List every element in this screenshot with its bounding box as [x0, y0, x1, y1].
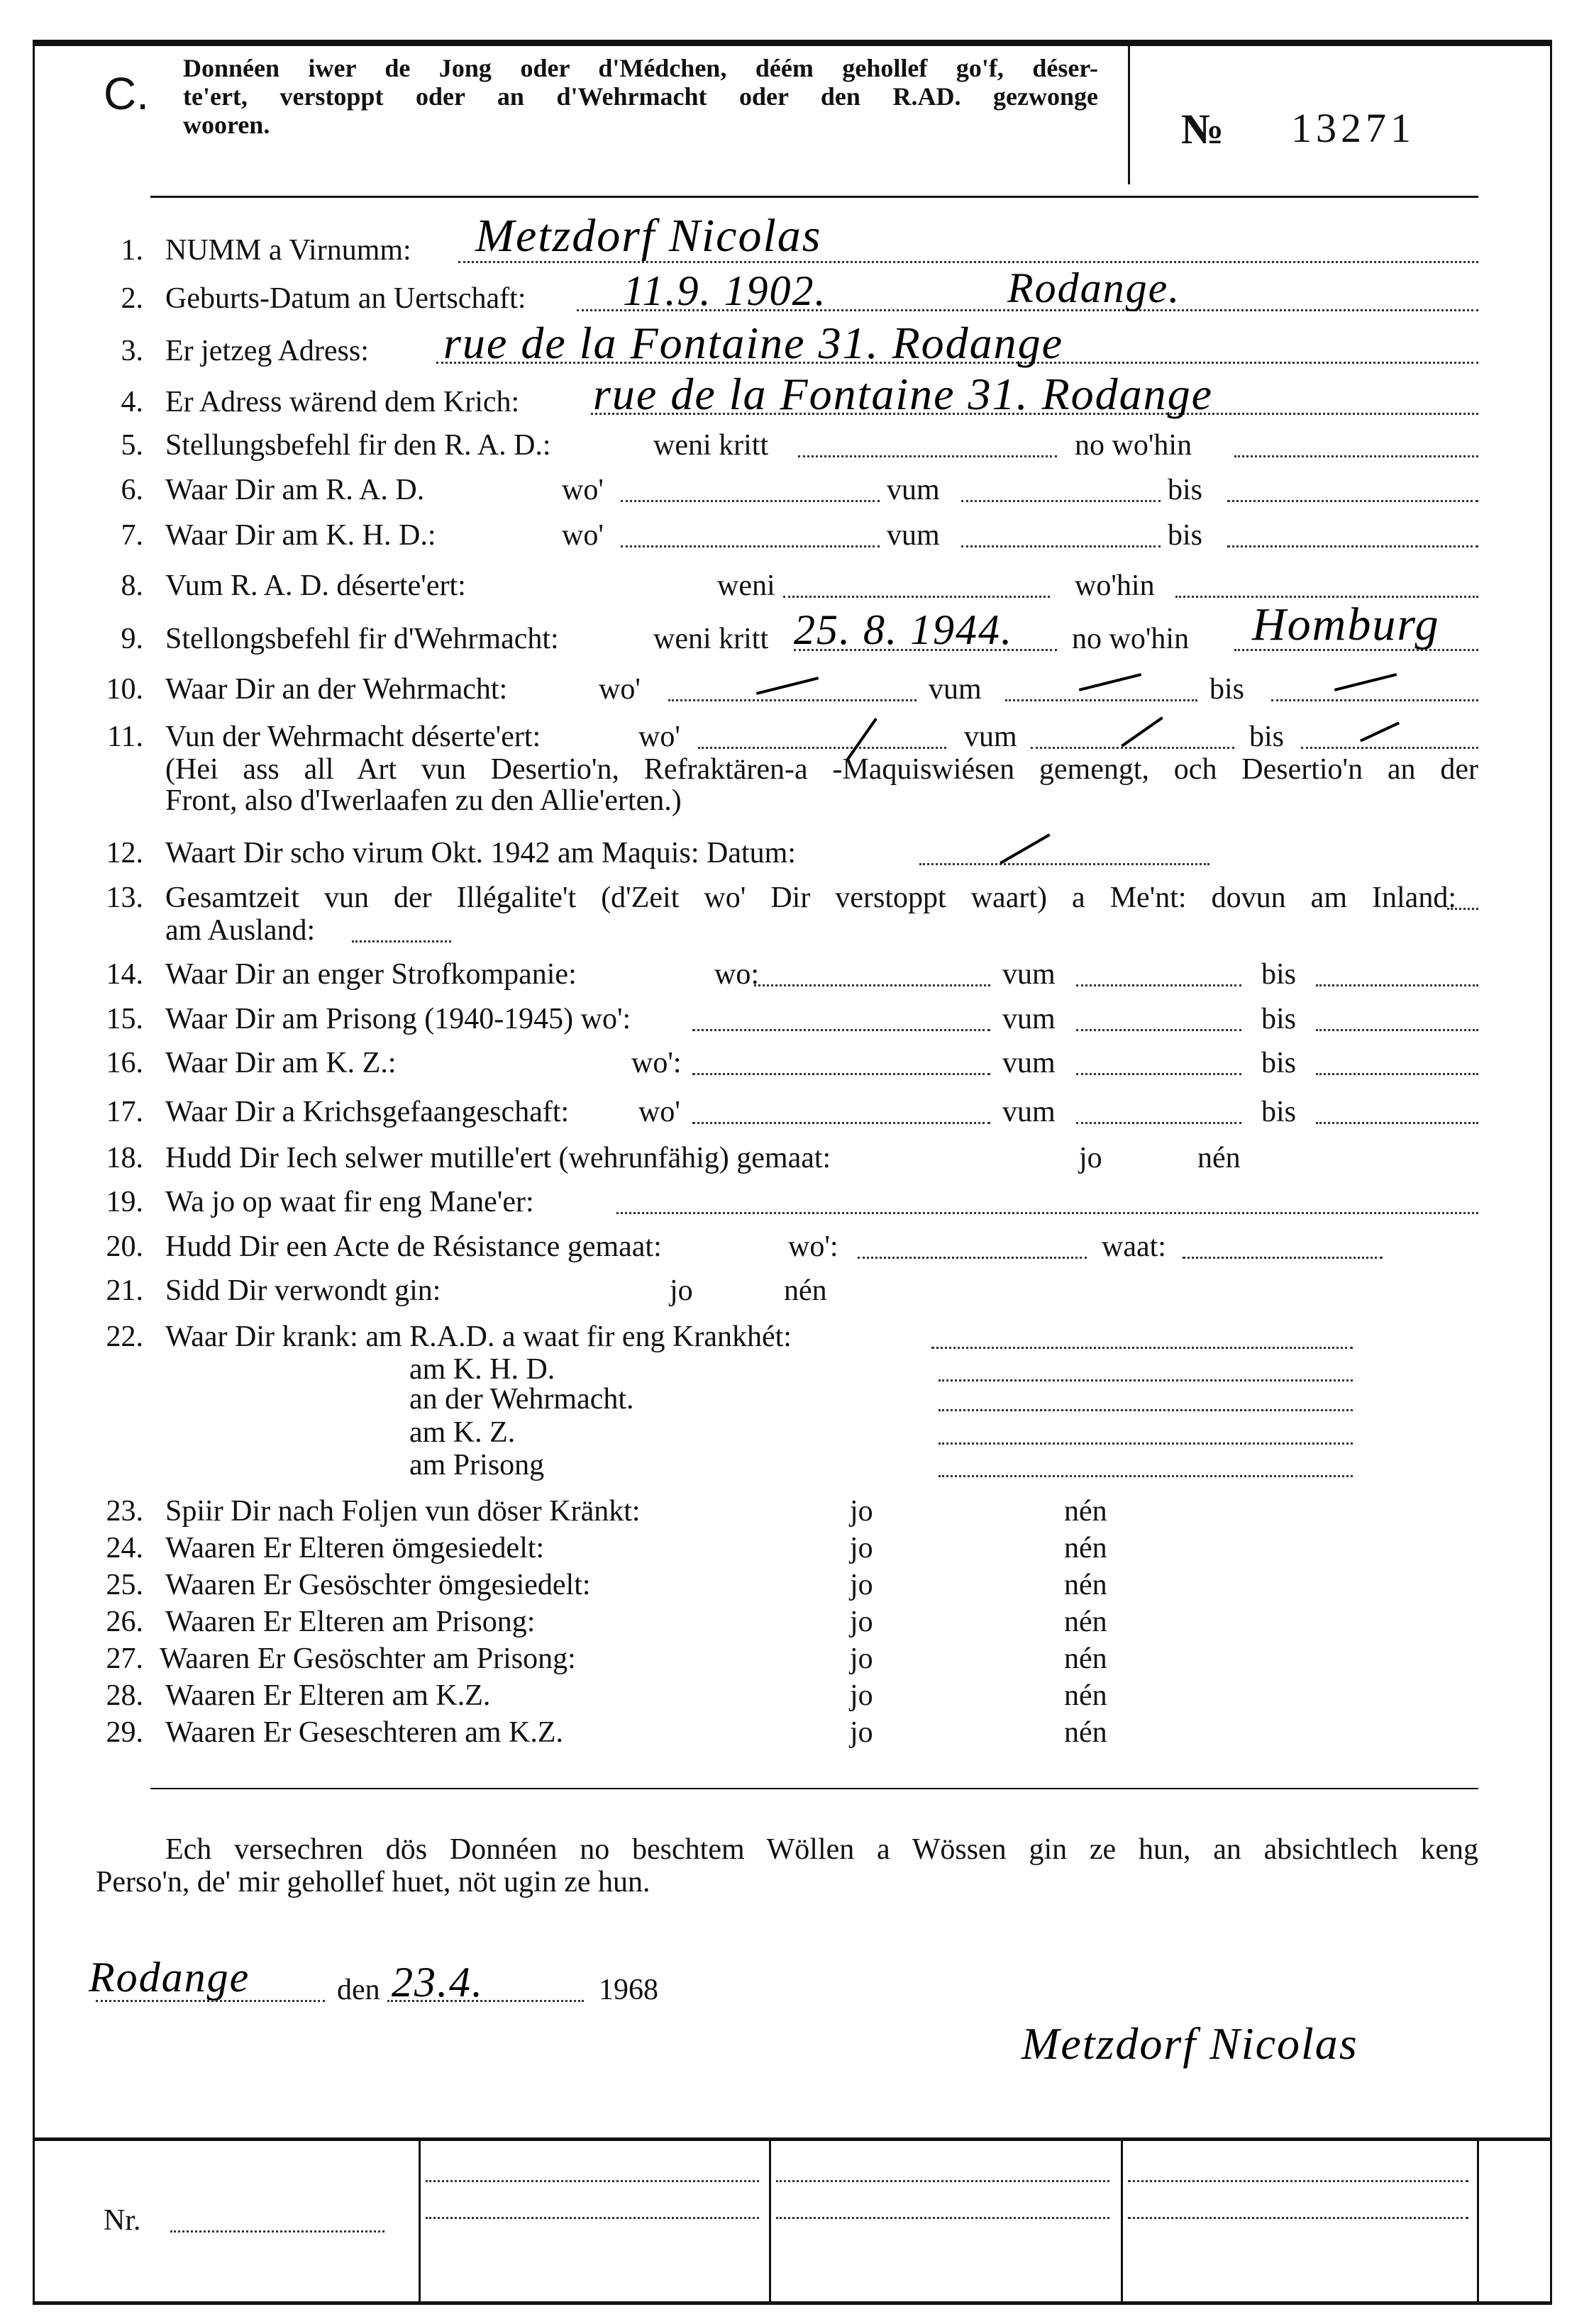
illness-prison-field[interactable]	[939, 1475, 1353, 1477]
label-parents-resettled: Waaren Er Elteren ömgesiedelt:	[165, 1532, 545, 1564]
label-what: waat:	[1102, 1230, 1166, 1263]
label-where: no wo'hin	[1075, 429, 1192, 462]
rad-from-field[interactable]	[961, 500, 1161, 502]
row-number: 24.	[106, 1532, 143, 1564]
label-abroad: am Ausland:	[165, 914, 316, 947]
label-wehrmacht-desertion: Vun der Wehrmacht déserte'ert:	[165, 721, 541, 753]
illness-wehrmacht-field[interactable]	[939, 1409, 1353, 1411]
desertion-note: Front, also d'Iwerlaafen zu den Allie'erten.)	[165, 784, 682, 817]
label-illness: Waar Dir krank: am R.A.D. a waat fir eng Krankhét:	[165, 1321, 792, 1353]
label-khd: Waar Dir am K. H. D.:	[165, 519, 436, 552]
label-illness-khd: am K. H. D.	[409, 1353, 555, 1386]
option-no[interactable]: nén	[1064, 1569, 1107, 1601]
label-parents-kz: Waaren Er Elteren am K.Z.	[165, 1679, 491, 1712]
label-until: bis	[1261, 1047, 1297, 1079]
label-birth: Geburts-Datum an Uertschaft:	[165, 282, 526, 315]
abroad-field[interactable]	[352, 940, 451, 943]
option-no[interactable]: nén	[784, 1274, 827, 1307]
title-line: wooren.	[183, 111, 270, 139]
label-rad-order: Stellungsbefehl fir den R. A. D.:	[165, 429, 551, 462]
row-number: 16.	[106, 1047, 143, 1079]
option-yes[interactable]: jo	[850, 1642, 873, 1675]
label-maquis: Waart Dir scho virum Okt. 1942 am Maquis: Datum:	[165, 837, 796, 869]
title-line: te'ert, verstoppt oder an d'Wehrmacht oder den R.AD. gezwonge	[183, 82, 1098, 111]
illness-kz-field[interactable]	[939, 1442, 1353, 1445]
label-where: wo'	[562, 474, 604, 506]
row-number: 14.	[106, 958, 143, 991]
kz-from-field[interactable]	[1076, 1073, 1241, 1075]
row-number: 7.	[121, 519, 143, 552]
label-where: wo'hin	[1075, 569, 1155, 602]
row-number: 21.	[106, 1274, 143, 1307]
label-consequences: Spiir Dir nach Foljen vun döser Kränkt:	[165, 1495, 641, 1528]
wehrmacht-order-date-value: 25. 8. 1944.	[794, 606, 1013, 653]
row-number: 11.	[107, 721, 143, 753]
nr-field[interactable]	[170, 2230, 384, 2233]
row-number: 28.	[106, 1679, 143, 1712]
declaration-text: Perso'n, de' mir gehollef huet, nöt ugin ze hun.	[96, 1866, 650, 1898]
label-where: no wo'hin	[1072, 623, 1190, 655]
option-no[interactable]: nén	[1064, 1495, 1107, 1528]
maquis-date-field[interactable]	[919, 863, 1209, 865]
row-number: 29.	[106, 1716, 143, 1749]
label-resistance: Hudd Dir een Acte de Résistance gemaat:	[165, 1230, 662, 1263]
label-siblings-kz: Waaren Er Geseschteren am K.Z.	[165, 1716, 564, 1749]
pow-from-field[interactable]	[1076, 1122, 1241, 1124]
name-value: Metzdorf Nicolas	[475, 210, 822, 262]
label-from: vum	[1002, 958, 1056, 991]
resistance-what-field[interactable]	[1183, 1257, 1383, 1259]
label-where: wo':	[788, 1230, 838, 1263]
war-address-value: rue de la Fontaine 31. Rodange	[593, 369, 1214, 419]
rad-until-field[interactable]	[1227, 500, 1478, 502]
row-number: 20.	[106, 1230, 143, 1263]
option-no[interactable]: nén	[1197, 1142, 1241, 1174]
penal-until-field[interactable]	[1316, 984, 1478, 986]
label-illegality: Gesamtzeit vun der Illégalite't (d'Zeit wo' Dir verstoppt waart) a Me'nt: dovun am Inland:	[165, 882, 1456, 914]
row-number: 4.	[121, 386, 143, 418]
footer-cell-field[interactable]	[776, 2217, 1109, 2219]
option-yes[interactable]: jo	[850, 1679, 873, 1712]
left-border	[33, 41, 35, 2303]
header-rule	[150, 196, 1478, 198]
label-from: vum	[929, 673, 982, 706]
top-border	[33, 40, 1552, 46]
label-wehrmacht-order: Stellongsbefehl fir d'Wehrmacht:	[165, 623, 559, 655]
signoff-year: 1968	[599, 1974, 658, 2006]
label-rad: Waar Dir am R. A. D.	[165, 474, 425, 506]
penal-from-field[interactable]	[1076, 984, 1241, 986]
label-until: bis	[1261, 1003, 1297, 1035]
row-number: 3.	[121, 335, 143, 367]
label-wehrmacht: Waar Dir an der Wehrmacht:	[165, 673, 508, 706]
label-siblings-resettled: Waaren Er Gesöschter ömgesiedelt:	[165, 1569, 591, 1601]
label-penal-company: Waar Dir an enger Strofkompanie:	[165, 958, 577, 991]
manner-field[interactable]	[616, 1212, 1478, 1214]
desertion-from-field[interactable]	[1031, 747, 1234, 749]
wehrmacht-order-place-value: Homburg	[1252, 599, 1440, 650]
dash-mark-icon	[1079, 673, 1141, 691]
wehrmacht-until-field[interactable]	[1271, 699, 1478, 701]
option-yes[interactable]: jo	[850, 1716, 873, 1749]
row-number: 13.	[106, 882, 143, 914]
row-number: 6.	[121, 474, 143, 506]
label-current-address: Er jetzeg Adress:	[165, 335, 369, 367]
declaration-rule	[150, 1788, 1478, 1789]
kz-where-field[interactable]	[692, 1073, 990, 1075]
option-yes[interactable]: jo	[850, 1606, 873, 1638]
wehrmacht-from-field[interactable]	[1005, 699, 1197, 701]
label-kz: Waar Dir am K. Z.:	[165, 1047, 397, 1079]
label-when: weni kritt	[653, 429, 769, 462]
bottom-border	[33, 2301, 1552, 2305]
label-siblings-prison: Waaren Er Gesöschter am Prisong:	[160, 1642, 576, 1675]
row-number: 8.	[121, 569, 143, 602]
label-nr: Nr.	[104, 2204, 141, 2237]
number-symbol: №	[1181, 106, 1224, 152]
dash-mark-icon	[756, 677, 819, 695]
label-until: bis	[1168, 519, 1203, 552]
rad-desertion-when-field[interactable]	[783, 596, 1050, 598]
footer-divider	[1477, 2139, 1479, 2302]
footer-divider	[769, 2139, 771, 2302]
signature: Metzdorf Nicolas	[1022, 2018, 1358, 2069]
inland-field[interactable]	[1447, 908, 1478, 910]
rad-desertion-where-field[interactable]	[1175, 596, 1478, 598]
label-from: vum	[887, 474, 940, 506]
footer-cell-field[interactable]	[1128, 2180, 1468, 2182]
label-illness-kz: am K. Z.	[409, 1416, 516, 1449]
label-illness-prison: am Prisong	[409, 1449, 545, 1481]
option-no[interactable]: nén	[1064, 1716, 1107, 1749]
row-number: 15.	[106, 1003, 143, 1035]
option-no[interactable]: nén	[1064, 1532, 1107, 1564]
row-number: 5.	[121, 429, 143, 462]
label-where: wo'	[599, 673, 641, 706]
footer-rule	[33, 2137, 1552, 2141]
footer-divider	[419, 2139, 421, 2302]
illness-khd-field[interactable]	[939, 1379, 1353, 1381]
check-mark-icon	[1000, 833, 1050, 864]
desertion-note: (Hei ass all Art vun Desertio'n, Refraktären-a -Maquiswiésen gemengt, och Desertio'n an der	[165, 753, 1478, 786]
footer-cell-field[interactable]	[426, 2180, 759, 2182]
rad-order-when-field[interactable]	[798, 455, 1057, 457]
pow-until-field[interactable]	[1316, 1122, 1478, 1124]
label-where: wo'	[562, 519, 604, 552]
row-number: 12.	[106, 837, 143, 869]
label-prison: Waar Dir am Prisong (1940-1945) wo':	[165, 1003, 631, 1035]
resistance-where-field[interactable]	[858, 1257, 1087, 1259]
row-number: 23.	[106, 1495, 143, 1528]
row-number: 26.	[106, 1606, 143, 1638]
pow-where-field[interactable]	[692, 1122, 990, 1124]
label-where: wo'	[638, 1096, 680, 1128]
label-until: bis	[1261, 1096, 1297, 1128]
label-den: den	[337, 1974, 380, 2006]
label-self-mutilation: Hudd Dir Iech selwer mutille'ert (wehrunfähig) gemaat:	[165, 1142, 831, 1174]
row-number: 19.	[106, 1186, 143, 1218]
birth-date-value: 11.9. 1902.	[623, 267, 827, 314]
label-when: weni kritt	[653, 623, 769, 655]
form-number: 13271	[1291, 105, 1415, 151]
label-where: wo'	[638, 721, 680, 753]
label-manner: Wa jo op waat fir eng Mane'er:	[165, 1186, 534, 1218]
row-number: 25.	[106, 1569, 143, 1601]
label-from: vum	[1002, 1003, 1056, 1035]
rad-order-where-field[interactable]	[1234, 455, 1478, 457]
option-yes[interactable]: jo	[850, 1495, 873, 1528]
label-rad-desertion: Vum R. A. D. déserte'ert:	[165, 569, 466, 602]
signoff-date-value: 23.4.	[392, 1959, 484, 2006]
label-until: bis	[1261, 958, 1297, 991]
declaration-text: Ech versechren dös Donnéen no beschtem Wöllen a Wössen gin ze hun, an absichtlech keng	[165, 1833, 1478, 1866]
khd-until-field[interactable]	[1227, 545, 1478, 547]
option-yes[interactable]: jo	[850, 1569, 873, 1601]
label-war-address: Er Adress wärend dem Krich:	[165, 386, 520, 418]
khd-from-field[interactable]	[961, 545, 1161, 547]
prison-until-field[interactable]	[1316, 1029, 1478, 1031]
option-yes[interactable]: jo	[670, 1274, 693, 1307]
dash-mark-icon	[1334, 673, 1397, 691]
desertion-where-field[interactable]	[698, 747, 946, 749]
section-letter: C.	[104, 68, 149, 119]
row-number: 27.	[106, 1642, 143, 1675]
label-where: wo:	[714, 958, 759, 991]
label-from: vum	[1002, 1096, 1056, 1128]
label-where: wo':	[631, 1047, 682, 1079]
illness-rad-field[interactable]	[931, 1347, 1353, 1349]
footer-cell-field[interactable]	[776, 2180, 1109, 2182]
option-yes[interactable]: jo	[850, 1532, 873, 1564]
right-border	[1550, 41, 1552, 2303]
label-from: vum	[964, 721, 1017, 753]
option-no[interactable]: nén	[1064, 1642, 1107, 1675]
prison-where-field[interactable]	[692, 1029, 990, 1031]
desertion-until-field[interactable]	[1301, 747, 1478, 749]
wehrmacht-where-field[interactable]	[668, 699, 917, 701]
label-until: bis	[1209, 673, 1245, 706]
label-name: NUMM a Virnumm:	[165, 234, 411, 267]
rad-where-field[interactable]	[621, 500, 880, 502]
option-no[interactable]: nén	[1064, 1679, 1107, 1712]
footer-cell-field[interactable]	[1128, 2217, 1468, 2219]
label-when: weni	[717, 569, 775, 602]
penal-where-field[interactable]	[754, 984, 990, 986]
title-line: Donnéen iwer de Jong oder d'Médchen, déém gehollef go'f, déser-	[183, 54, 1098, 82]
dash-mark-icon	[1360, 722, 1400, 743]
kz-until-field[interactable]	[1316, 1073, 1478, 1075]
prison-from-field[interactable]	[1076, 1029, 1241, 1031]
row-number: 10.	[106, 673, 143, 706]
birth-place-value: Rodange.	[1007, 265, 1181, 311]
header-divider	[1128, 41, 1130, 184]
row-number: 22.	[106, 1321, 143, 1353]
footer-cell-field[interactable]	[426, 2217, 759, 2219]
signoff-place-value: Rodange	[89, 1954, 250, 2001]
row-number: 18.	[106, 1142, 143, 1174]
signoff-place-field[interactable]	[96, 2000, 325, 2002]
current-address-value: rue de la Fontaine 31. Rodange	[443, 318, 1064, 368]
row-number: 9.	[121, 623, 143, 655]
khd-where-field[interactable]	[621, 545, 880, 547]
footer-divider	[1121, 2139, 1123, 2302]
form-title	[183, 54, 1098, 139]
label-from: vum	[887, 519, 940, 552]
label-wounded: Sidd Dir verwondt gin:	[165, 1274, 441, 1307]
label-until: bis	[1249, 721, 1285, 753]
option-yes[interactable]: jo	[1079, 1142, 1102, 1174]
row-number: 17.	[106, 1096, 143, 1128]
label-parents-prison: Waaren Er Elteren am Prisong:	[165, 1606, 536, 1638]
dash-mark-icon	[1121, 716, 1163, 747]
label-from: vum	[1002, 1047, 1056, 1079]
option-no[interactable]: nén	[1064, 1606, 1107, 1638]
label-pow: Waar Dir a Krichsgefaangeschaft:	[165, 1096, 570, 1128]
row-number: 2.	[121, 282, 143, 315]
label-until: bis	[1168, 474, 1203, 506]
label-illness-wehrmacht: an der Wehrmacht.	[409, 1383, 634, 1416]
row-number: 1.	[121, 234, 143, 267]
